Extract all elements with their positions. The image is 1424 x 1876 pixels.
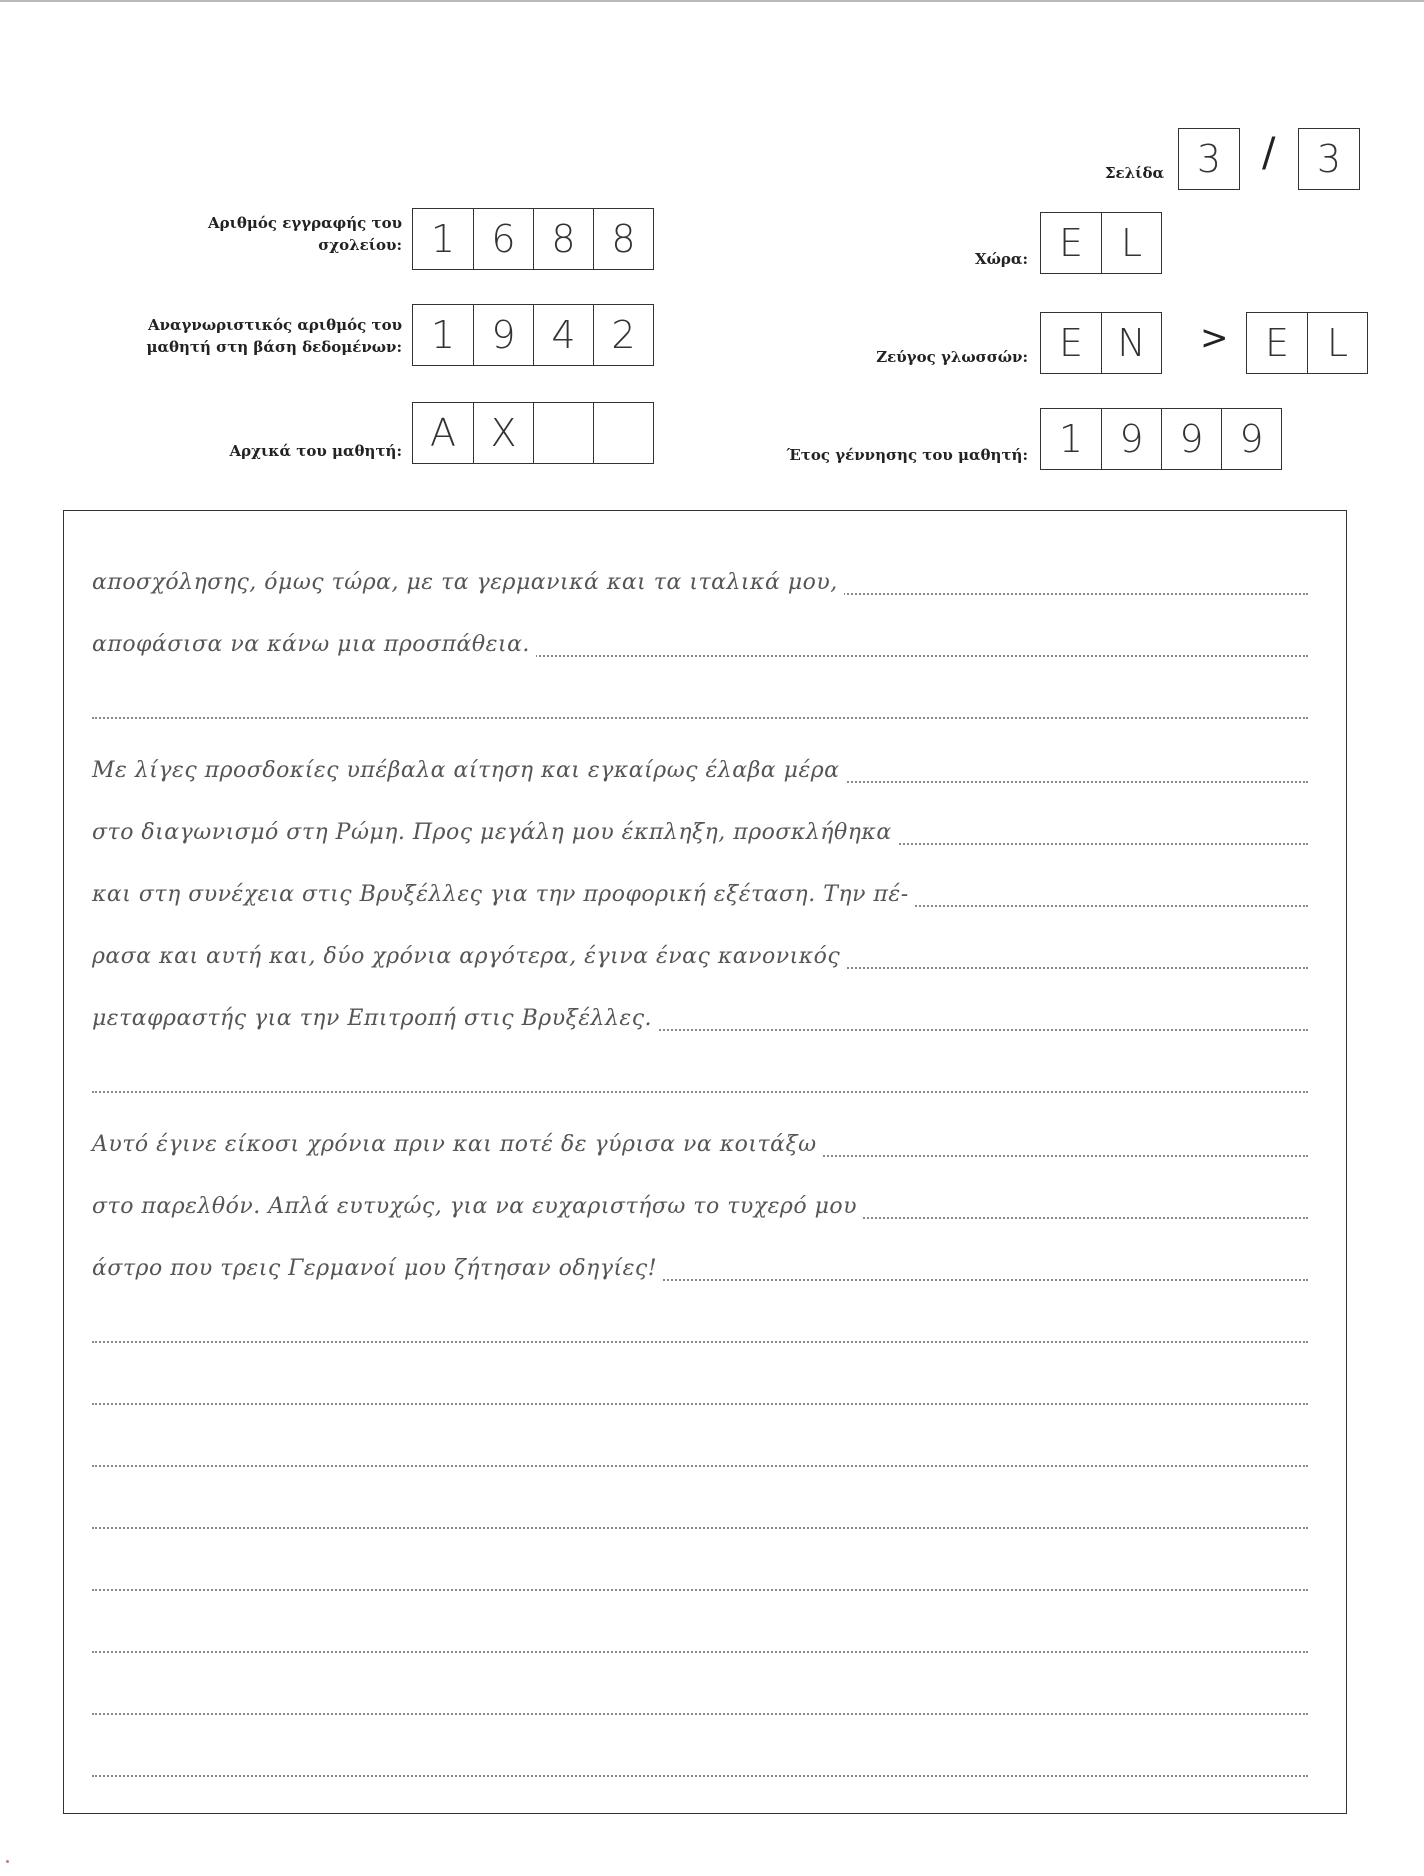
country-char: L (1101, 213, 1161, 273)
answer-line (92, 813, 1308, 845)
answer-line (92, 687, 1308, 719)
school-registration-boxes (412, 208, 654, 270)
handwritten-text: ρασα και αυτή και, δύο χρόνια αργότερα, έγινα ένας κανονικός (92, 944, 846, 969)
answer-line (92, 999, 1308, 1031)
handwritten-text: Με λίγες προσδοκίες υπέβαλα αίτηση και εγκαίρως έλαβα μέρα (92, 758, 846, 783)
page-total-box (1298, 128, 1360, 190)
answer-line (92, 1497, 1308, 1529)
answer-line (92, 1559, 1308, 1591)
page-separator: / (1262, 130, 1276, 176)
handwritten-text: άστρο που τρεις Γερμανοί μου ζήτησαν οδηγίες! (92, 1256, 663, 1281)
page-top-edge (0, 0, 1424, 2)
language-source-char: N (1101, 313, 1161, 373)
student-id-label-line2: μαθητή στη βάση δεδομένων: (146, 338, 402, 356)
birth-year-digit: 9 (1101, 409, 1161, 469)
student-id-digit: 4 (533, 305, 593, 365)
handwritten-text: αποφάσισα να κάνω μια προσπάθεια. (92, 632, 536, 657)
language-target-char: L (1307, 313, 1367, 373)
answer-line (92, 1373, 1308, 1405)
initials-char (533, 403, 593, 463)
answer-line (92, 563, 1308, 595)
handwritten-text: και στη συνέχεια στις Βρυξέλλες για την προφορική εξέταση. Την πέ- (92, 882, 915, 907)
scan-speck (6, 1860, 9, 1863)
initials-label: Αρχικά του μαθητή: (229, 442, 402, 460)
handwritten-text: στο παρελθόν. Απλά ευτυχώς, για να ευχαριστήσω το τυχερό μου (92, 1194, 863, 1219)
birth-year-label: Έτος γέννησης του μαθητή: (786, 446, 1028, 464)
page-current-value: 3 (1196, 137, 1222, 181)
answer-line (92, 937, 1308, 969)
language-source-boxes (1040, 312, 1162, 374)
answer-line (92, 1435, 1308, 1467)
birth-year-digit: 9 (1221, 409, 1281, 469)
answer-frame (63, 510, 1347, 1814)
birth-year-boxes (1040, 408, 1282, 470)
birth-year-digit: 1 (1058, 417, 1084, 461)
language-target-boxes (1246, 312, 1368, 374)
school-registration-digit: 8 (593, 209, 653, 269)
birth-year-digit: 9 (1161, 409, 1221, 469)
page-total-value: 3 (1316, 137, 1342, 181)
answer-line (92, 1311, 1308, 1343)
answer-line (92, 1621, 1308, 1653)
answer-line (92, 1061, 1308, 1093)
country-char: E (1058, 221, 1083, 265)
school-registration-digit: 1 (430, 217, 456, 261)
answer-line (92, 1683, 1308, 1715)
answer-line (92, 1125, 1308, 1157)
initials-boxes (412, 402, 654, 464)
school-registration-digit: 6 (473, 209, 533, 269)
initials-char: X (473, 403, 533, 463)
school-registration-digit: 8 (533, 209, 593, 269)
language-target-char: E (1264, 321, 1289, 365)
student-id-label (40, 314, 402, 358)
country-boxes (1040, 212, 1162, 274)
handwritten-text: μεταφραστής για την Επιτροπή στις Βρυξέλλες. (92, 1006, 658, 1031)
initials-char: A (430, 411, 456, 455)
language-pair-label: Ζεύγος γλωσσών: (876, 348, 1028, 366)
answer-line (92, 1187, 1308, 1219)
page-current-box (1178, 128, 1240, 190)
page-label: Σελίδα (1104, 164, 1164, 182)
student-id-boxes (412, 304, 654, 366)
answer-line (92, 751, 1308, 783)
student-id-digit: 2 (593, 305, 653, 365)
student-id-digit: 1 (430, 313, 456, 357)
student-id-label-line1: Αναγνωριστικός αριθμός του (147, 316, 402, 334)
answer-line (92, 1249, 1308, 1281)
handwritten-text: στο διαγωνισμό στη Ρώμη. Προς μεγάλη μου έκπληξη, προσκλήθηκα (92, 820, 898, 845)
school-registration-label-line1: Αριθμός εγγραφής του (208, 214, 402, 232)
school-registration-label-line2: σχολείου: (318, 236, 402, 254)
student-id-digit: 9 (473, 305, 533, 365)
answer-line (92, 1745, 1308, 1777)
initials-char (593, 403, 653, 463)
answer-line (92, 625, 1308, 657)
school-registration-label (60, 212, 402, 256)
handwritten-text: αποσχόλησης, όμως τώρα, με τα γερμανικά και τα ιταλικά μου, (92, 570, 844, 595)
answer-line (92, 875, 1308, 907)
language-pair-arrow: > (1200, 318, 1229, 358)
handwritten-text: Αυτό έγινε είκοσι χρόνια πριν και ποτέ δε γύρισα να κοιτάξω (92, 1132, 823, 1157)
language-source-char: E (1058, 321, 1083, 365)
country-label: Χώρα: (975, 250, 1028, 268)
